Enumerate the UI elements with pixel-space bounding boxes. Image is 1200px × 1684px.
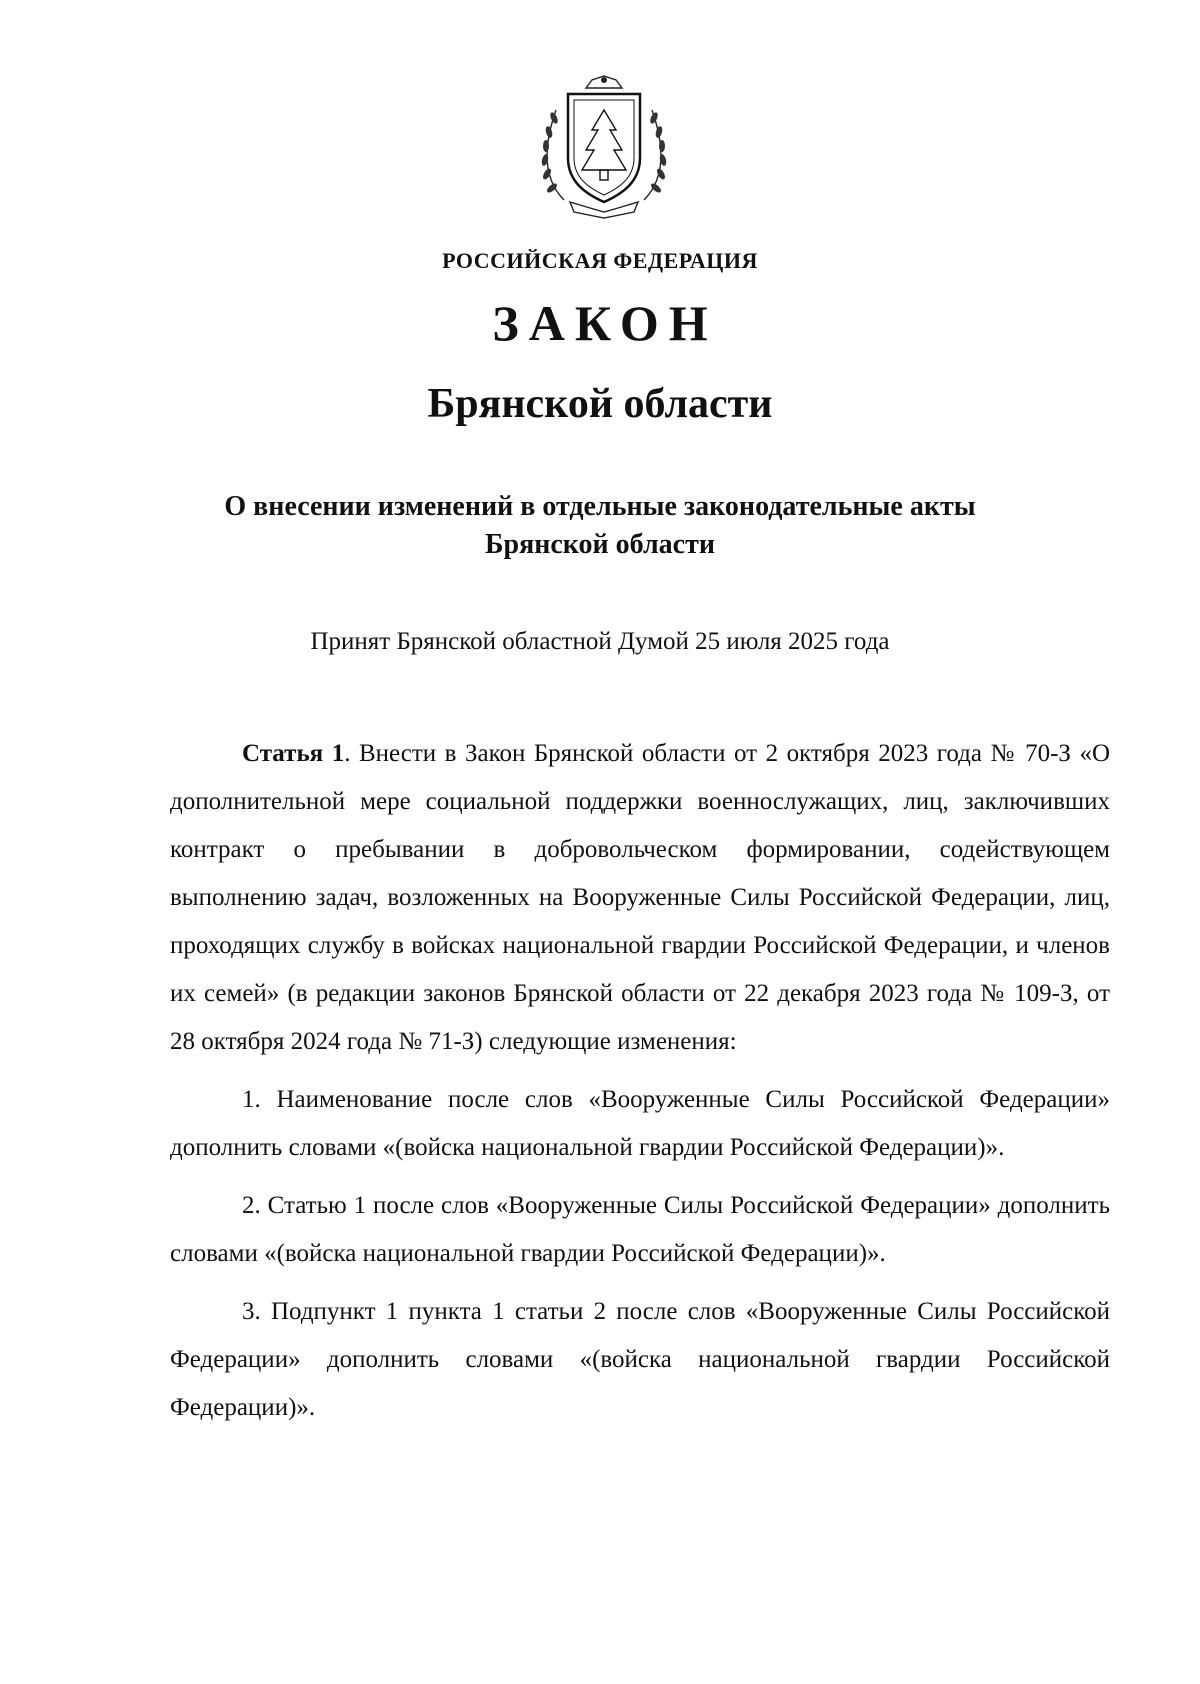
bryansk-coat-of-arms-icon — [534, 70, 674, 220]
amendment-item-1: 1. Наименование после слов «Вооруженные Силы Российской Федерации» дополнить словами «(войска национальной гвардии Российской Федерации)». — [170, 1086, 1110, 1161]
adoption-note: Принят Брянской областной Думой 25 июля 2025 года — [310, 628, 890, 655]
amendment-item-3: 3. Подпункт 1 пункта 1 статьи 2 после слов «Вооруженные Силы Российской Федерации» дополнить словами «(войска национальной гвардии Российской Федерации)». — [170, 1298, 1110, 1421]
act-title-line-2: Брянской области — [484, 529, 715, 560]
act-title — [0, 488, 1200, 564]
amendment-item-2: 2. Статью 1 после слов «Вооруженные Силы Российской Федерации» дополнить словами «(войска национальной гвардии Российской Федерации)». — [170, 1192, 1110, 1267]
article-1-text: . Внести в Закон Брянской области от 2 октября 2023 года № 70-З «О дополнительной мере социальной поддержки военнослужащих, лиц, заключивших контракт о пребывании в добровольческом формировании, содействующем выполнению задач, возложенных на Вооруженные Силы Российской Федерации, лиц, проходящих службу в войсках национальной гвардии Российской Федерации, и членов их семей» (в редакции законов Брянской области от 22 декабря 2023 года № 109-З, от 28 октября 2024 года № 71-З) следующие изменения: — [170, 740, 1110, 1055]
region-name: Брянской области — [427, 381, 773, 427]
country-name: РОССИЙСКАЯ ФЕДЕРАЦИЯ — [442, 248, 758, 273]
document-body — [170, 730, 1110, 1442]
article-1-label: Статья 1 — [242, 740, 345, 767]
article-1-paragraph — [170, 730, 1110, 1066]
act-title-line-1: О внесении изменений в отдельные законодательные акты — [224, 491, 976, 522]
document-type: ЗАКОН — [492, 295, 718, 351]
